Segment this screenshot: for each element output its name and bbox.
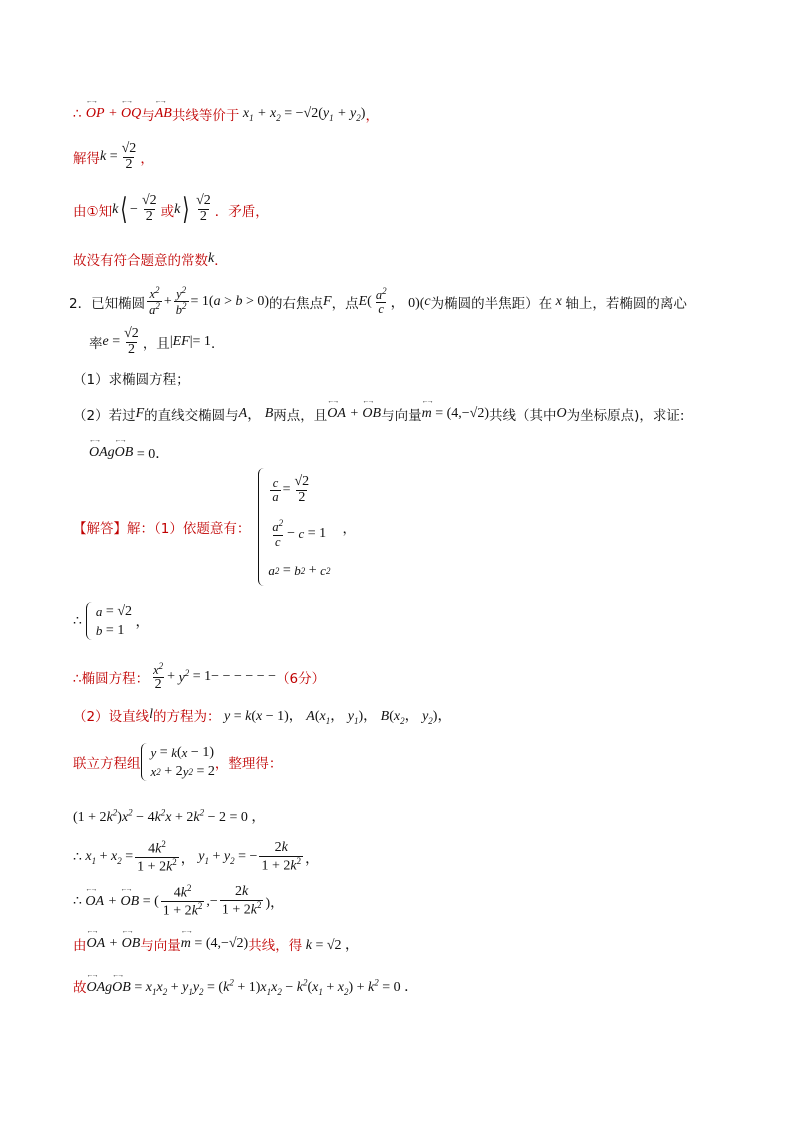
system-combine: 联立方程组 y = k ( x − 1) x 2 + 2 y 2 = 2 ，整理得：	[73, 743, 282, 781]
line-contradiction: 由①知 k ⟨ − $\frac{√2}{2}$ 或 k ⟩ $\frac{√2}{2}$ ．矛盾，	[73, 193, 269, 226]
line-l-equation: （2）设直线 l 的方程为： y = k(x − 1)， $A(x_1$， $y_1$)， $B(x_2$， $y_2$)，	[73, 707, 452, 726]
line-no-constant: 故没有符合题意的常数 k ．	[73, 251, 228, 269]
quadratic: $(1 + 2k^2)x^2 - 4k^2x + 2k^2 - 2 = 0$ ，	[73, 807, 266, 825]
line-solve-k: 解得 k = $\frac{√2}{2}$ ，	[73, 141, 154, 172]
collinear-k: 由 ←→ OA + ←→ OB 与向量 ←→ m = (4,−√2) 共线，得 k = √2 ，	[73, 934, 359, 954]
vieta: ∴ $x_1 + x_2$ = $\frac{4k^2}{1 + 2k^2}$ ， $y_1 + y_2$ = − $\frac{2k}{1 + 2k^2}$ ，	[73, 839, 320, 875]
question-2-cont: 率 e = $\frac{√2}{2}$ ，且 | EF |= 1 ．	[89, 326, 225, 357]
question-2-part1: （1）求椭圆方程；	[73, 372, 190, 388]
line-collinear: ∴ ←→ OP + ←→ OQ 与 ←→ AB 共线等价于 $x_1 + x_2 = -√2(y_1 + y_2)$ ，	[73, 104, 379, 124]
vector-sum: ∴ ←→ OA + ←→ OB = ( $\frac{4k^2}{1 + 2k^2}$ ,− $\frac{2k}{1 + 2k^2}$ )，	[73, 884, 284, 920]
answer-system: 【解答】 解：（1）依题意有： $\frac{c}{a}$ = $\frac{√2}{2}$ $\frac{a^2}{c}$ − c = 1 a 2 = b 2 + c 2 ，	[73, 468, 356, 586]
question-2-prove: ←→ OAg←→ OB = 0．	[89, 443, 169, 463]
question-2: 2． 已知椭圆 $\frac{x^2}{a^2}$ + $\frac{y^2}{b^2}$ = 1( a > b > 0) 的右焦点 F ，点 E ( $\frac{a^2}{c}$ ， 0)( c 为椭圆的半焦距）在 x 轴上，若椭圆的离心	[69, 285, 687, 318]
question-2-part2: （2）若过 F 的直线交椭圆与 A ， B 两点，且 ←→ OA + ←→ OB 与向量 ←→ m = (4,−√2) 共线（其中 O 为坐标原点)，求证:	[73, 404, 684, 424]
answer-ab: ∴ a = √2 b = 1 ，	[73, 602, 150, 640]
ellipse-equation: ∴椭圆方程： $\frac{x^2}{2}$ + $y^2$ = 1− − − − − − （6分）	[73, 661, 326, 693]
dot-product: 故 ←→ OAg←→ OB = $x_1x_2 + y_1y_2 = (k^2 + 1)x_1x_2 - k^2(x_1 + x_2) + k^2 = 0$ ．	[73, 976, 418, 997]
